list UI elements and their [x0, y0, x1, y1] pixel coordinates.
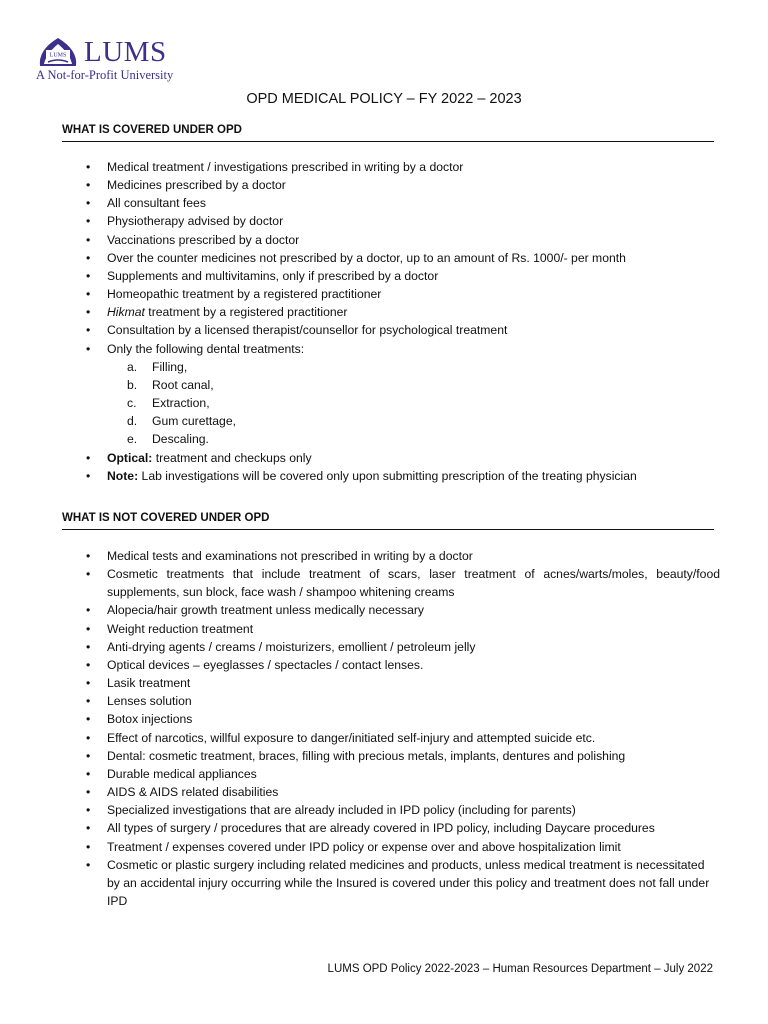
lums-logo — [36, 34, 186, 84]
dental-marker: e. — [127, 432, 138, 447]
logo-tagline: A Not-for-Profit University — [36, 68, 174, 82]
list-item — [62, 340, 720, 449]
list-item: • Dental: cosmetic treatment, braces, filling with precious metals, implants, dentures and polishing — [62, 747, 720, 765]
list-item: • Alopecia/hair growth treatment unless medically necessary — [62, 601, 720, 619]
list-item — [62, 449, 720, 467]
covered-heading: WHAT IS COVERED UNDER OPD — [62, 122, 714, 142]
list-item: • Medicines prescribed by a doctor — [62, 176, 720, 194]
lums-crest-icon — [36, 36, 80, 70]
dental-item — [107, 376, 720, 394]
list-item: • All types of surgery / procedures that are already covered in IPD policy, including Daycare procedures — [62, 819, 720, 837]
list-item: • All consultant fees — [62, 194, 720, 212]
page-title: OPD MEDICAL POLICY – FY 2022 – 2023 — [246, 91, 522, 107]
list-item: • Cosmetic treatments that include treatment of scars, laser treatment of acnes/warts/moles, beauty/food supplements, sun block, face wash / shampoo whitening creams — [62, 565, 720, 601]
dental-item — [107, 394, 720, 412]
dental-list — [107, 358, 720, 449]
dental-text: Gum curettage, — [152, 414, 236, 429]
optical-text: treatment and checkups only — [152, 450, 312, 465]
dental-item — [107, 430, 720, 448]
dental-marker: c. — [127, 396, 137, 411]
list-item — [62, 303, 720, 321]
list-item: • Consultation by a licensed therapist/counsellor for psychological treatment — [62, 321, 720, 339]
dental-intro: Only the following dental treatments: — [107, 341, 305, 356]
list-item: • Medical treatment / investigations prescribed in writing by a doctor — [62, 158, 720, 176]
dental-item — [107, 358, 720, 376]
optical-label: Optical: — [107, 450, 153, 465]
list-item: • Homeopathic treatment by a registered practitioner — [62, 285, 720, 303]
dental-marker: d. — [127, 414, 138, 429]
list-item: • Effect of narcotics, willful exposure to danger/initiated self-injury and attempted suicide etc. — [62, 729, 720, 747]
list-item: • Supplements and multivitamins, only if prescribed by a doctor — [62, 267, 720, 285]
list-item: • Over the counter medicines not prescribed by a doctor, up to an amount of Rs. 1000/- per month — [62, 249, 720, 267]
not-covered-list — [62, 547, 720, 910]
list-item: • Vaccinations prescribed by a doctor — [62, 231, 720, 249]
dental-text: Root canal, — [152, 377, 214, 392]
not-covered-heading: WHAT IS NOT COVERED UNDER OPD — [62, 510, 714, 530]
dental-text: Descaling. — [152, 432, 209, 447]
dental-text: Extraction, — [152, 396, 210, 411]
page-footer: LUMS OPD Policy 2022-2023 – Human Resources Department – July 2022 — [327, 963, 713, 975]
note-text: Lab investigations will be covered only upon submitting prescription of the treating physician — [138, 468, 637, 483]
list-item: • Cosmetic or plastic surgery including related medicines and products, unless medical treatment is necessitated by an accidental injury occurring while the Insured is covered under this policy and treatment does not fall under IPD — [62, 856, 720, 910]
hikmat-text: treatment by a registered practitioner — [144, 305, 348, 320]
list-item: • Lasik treatment — [62, 674, 720, 692]
list-item: • Medical tests and examinations not prescribed in writing by a doctor — [62, 547, 720, 565]
list-item: • Anti-drying agents / creams / moisturizers, emollient / petroleum jelly — [62, 638, 720, 656]
list-item: • Optical devices – eyeglasses / spectacles / contact lenses. — [62, 656, 720, 674]
dental-marker: b. — [127, 377, 138, 392]
list-item: • Lenses solution — [62, 692, 720, 710]
note-label: Note: — [107, 468, 139, 483]
logo-name: LUMS — [84, 36, 167, 68]
list-item: • Weight reduction treatment — [62, 620, 720, 638]
list-item: • AIDS & AIDS related disabilities — [62, 783, 720, 801]
covered-list — [62, 158, 720, 485]
list-item: • Durable medical appliances — [62, 765, 720, 783]
dental-item — [107, 412, 720, 430]
list-item — [62, 467, 720, 485]
dental-text: Filling, — [152, 359, 188, 374]
list-item: • Physiotherapy advised by doctor — [62, 212, 720, 230]
crest-text: LUMS — [49, 52, 67, 59]
dental-marker: a. — [127, 359, 138, 374]
list-item: • Specialized investigations that are already included in IPD policy (including for parents) — [62, 801, 720, 819]
hikmat-word: Hikmat — [107, 305, 145, 320]
list-item: • Botox injections — [62, 710, 720, 728]
list-item: • Treatment / expenses covered under IPD policy or expense over and above hospitalization limit — [62, 838, 720, 856]
